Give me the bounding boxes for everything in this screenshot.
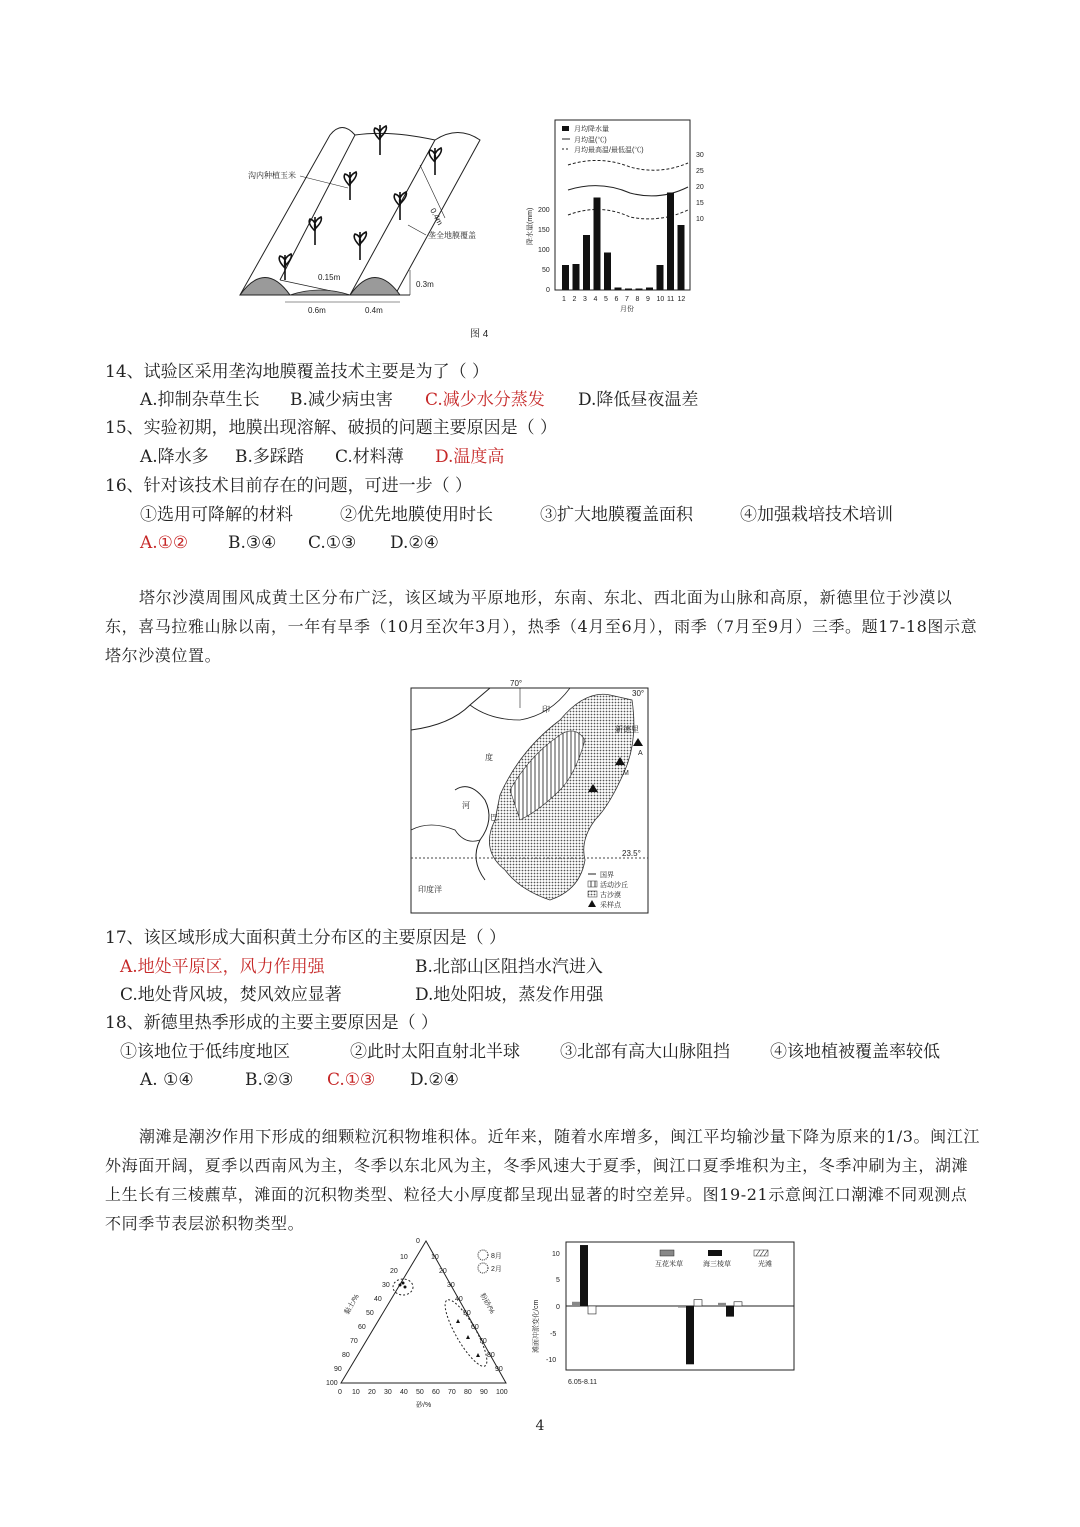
precip-bar [636, 289, 643, 291]
right-tick: 25 [696, 168, 704, 175]
tri-left-tick: 10 [400, 1254, 408, 1261]
q17-option-d[interactable]: D.地处阳坡，蒸发作用强 [415, 985, 604, 1005]
q14-option-d[interactable]: D.降低昼夜温差 [578, 390, 699, 410]
q18-statement-1: ①该地位于低纬度地区 [120, 1042, 290, 1062]
map-sea-label: 印度洋 [418, 885, 442, 894]
q15-option-d[interactable]: D.温度高 [435, 447, 505, 467]
bar-y-tick: -10 [546, 1357, 557, 1364]
left-tick: 0 [546, 287, 550, 294]
month-label: 4 [593, 296, 598, 303]
month-label: 8 [635, 296, 640, 303]
tri-legend-aug: 8月 [491, 1253, 502, 1260]
label-ridge-cover: 垄全地膜覆盖 [428, 231, 476, 240]
tri-bottom-tick: 90 [480, 1389, 488, 1396]
tri-left-tick: 0 [416, 1238, 420, 1245]
q16-statement-4: ④加强栽培技术培训 [740, 505, 893, 525]
q18-option-c[interactable]: C.①③ [327, 1070, 376, 1090]
tri-right-tick: 70 [479, 1338, 487, 1345]
left-tick: 200 [538, 207, 550, 214]
tri-bottom-tick: 50 [416, 1389, 424, 1396]
month-label: 7 [625, 296, 629, 303]
q17-option-a[interactable]: A.地处平原区，风力作用强 [120, 957, 325, 977]
tri-left-label: 黏土/% [343, 1293, 361, 1316]
bar-xlabel: 6.05-8.11 [568, 1379, 598, 1386]
tri-bottom-tick: 100 [496, 1389, 508, 1396]
map-lat-top: 30° [632, 689, 645, 698]
q18-option-d[interactable]: D.②④ [410, 1070, 459, 1090]
label-dim-015: 0.15m [318, 273, 341, 282]
month-label: 9 [646, 296, 650, 303]
tri-bottom-tick: 40 [400, 1389, 408, 1396]
tri-left-tick: 90 [334, 1366, 342, 1373]
tri-left-tick: 20 [390, 1268, 398, 1275]
precip-bar [594, 198, 601, 291]
bar-海三棱草 [580, 1245, 588, 1306]
q16-stem: 16、针对该技术目前存在的问题，可进一步（ ） [105, 476, 473, 496]
bar-legend-s1: 互花米草 [655, 1261, 683, 1268]
precip-bar [678, 225, 685, 290]
bar-legend-s2: 海三棱草 [703, 1261, 731, 1268]
precip-bar [657, 265, 664, 290]
tri-right-tick: 40 [455, 1296, 463, 1303]
q16-option-a[interactable]: A.①② [140, 533, 189, 553]
q18-statement-3: ③北部有高大山脉阻挡 [560, 1042, 730, 1062]
q14-option-a[interactable]: A.抑制杂草生长 [140, 390, 260, 410]
climate-chart [520, 115, 715, 315]
tri-left-tick: 80 [342, 1352, 350, 1359]
left-tick: 100 [538, 247, 550, 254]
map-legend-ancient-desert: 古沙漠 [600, 892, 621, 899]
bar-光滩 [694, 1300, 702, 1306]
map-lon-label: 70° [510, 680, 523, 688]
tri-left-tick: 30 [382, 1282, 390, 1289]
bar-y-tick: 5 [556, 1277, 560, 1284]
q15-option-a[interactable]: A.降水多 [140, 447, 209, 467]
precip-bar [573, 264, 580, 290]
map-point-a: A [638, 750, 643, 757]
map-legend-sample: 采样点 [600, 902, 621, 909]
tri-right-label: 粉砂/% [478, 1292, 496, 1316]
label-dim-04-side: 0.4m [428, 206, 445, 227]
q17-stem: 17、该区域形成大面积黄土分布区的主要原因是（ ） [105, 928, 507, 948]
thar-desert-map [410, 680, 655, 915]
left-tick: 50 [542, 267, 550, 274]
right-tick: 20 [696, 184, 704, 191]
q17-option-c[interactable]: C.地处背风坡，焚风效应显著 [120, 985, 342, 1005]
bar-光滩 [734, 1302, 742, 1306]
precip-bar [615, 288, 622, 291]
climate-ylabel: 降水量(mm) [527, 207, 534, 245]
month-label: 10 [656, 296, 665, 303]
left-tick: 150 [538, 227, 550, 234]
bar-y-tick: 0 [556, 1304, 560, 1311]
fig4-caption: 图 4 [470, 329, 489, 340]
tri-bottom-label: 砂/% [416, 1402, 432, 1409]
precip-bar [562, 265, 569, 290]
tri-bottom-tick: 30 [384, 1389, 392, 1396]
bar-互花米草 [718, 1303, 726, 1306]
q15-stem: 15、实验初期，地膜出现溶解、破损的问题主要原因是（ ） [105, 418, 558, 438]
tri-right-tick: 60 [471, 1324, 479, 1331]
map-lat-mid: 23.5° [622, 849, 641, 858]
legend-max-min: 月均最高温/最低温(℃) [574, 147, 644, 154]
right-tick: 15 [696, 200, 704, 207]
q18-stem: 18、新德里热季形成的主要主要原因是（ ） [105, 1013, 439, 1033]
bar-互花米草 [572, 1302, 580, 1306]
bar-互花米草 [678, 1306, 686, 1308]
tri-right-tick: 50 [463, 1310, 471, 1317]
q16-option-c[interactable]: C.①③ [308, 533, 357, 553]
right-tick: 30 [696, 152, 704, 159]
q16-option-d[interactable]: D.②④ [390, 533, 439, 553]
month-label: 2 [572, 296, 577, 303]
climate-xlabel: 月份 [620, 306, 634, 313]
bar-legend-s3: 光滩 [758, 1261, 772, 1268]
q18-statement-4: ④该地植被覆盖率较低 [770, 1042, 940, 1062]
q16-statement-1: ①选用可降解的材料 [140, 505, 293, 525]
tri-left-tick: 70 [350, 1338, 358, 1345]
ridge-furrow-diagram [230, 110, 515, 330]
label-dim-04-base: 0.4m [365, 306, 383, 315]
tri-right-tick: 80 [487, 1352, 495, 1359]
q17-option-b[interactable]: B.北部山区阻挡水汽进入 [415, 957, 603, 977]
tri-bottom-tick: 80 [464, 1389, 472, 1396]
month-label: 11 [667, 296, 675, 303]
page-number: 4 [535, 1418, 545, 1434]
q18-option-a[interactable]: A. ①④ [140, 1070, 194, 1090]
map-legend-border: 国界 [600, 872, 614, 879]
precip-bar [625, 289, 632, 291]
tri-left-tick: 50 [366, 1310, 374, 1317]
tri-left-tick: 40 [374, 1296, 382, 1303]
bar-y-tick: 10 [552, 1251, 560, 1258]
label-dim-03: 0.3m [416, 280, 434, 289]
erosion-bar-chart [528, 1238, 798, 1390]
month-label: 5 [604, 296, 608, 303]
q14-stem: 14、试验区采用垄沟地膜覆盖技术主要是为了（ ） [105, 362, 490, 382]
q14-option-b[interactable]: B.减少病虫害 [290, 390, 393, 410]
legend-avg-temp: 月均温(℃) [574, 137, 607, 144]
month-label: 12 [677, 296, 686, 303]
tri-right-tick: 90 [495, 1366, 503, 1373]
q16-statement-2: ②优先地膜使用时长 [340, 505, 493, 525]
tri-left-tick: 100 [326, 1380, 338, 1387]
passage-tidal-flat: 潮滩是潮汐作用下形成的细颗粒沉积物堆积体。近年来，随着水库增多，闽江平均输沙量下降为原来的1/3。闽江江外海面开阔，夏季以西南风为主，冬季以东北风为主，冬季风速大于夏季，闽江口夏季堆积为主，冬季冲刷为主，湖滩上生长有三棱藨草，滩面的沉积物类型、粒径大小厚度都呈现出显著的时空差异。图19-21示意闽江口潮滩不同观测点不同季节表层淤积物类型。 [105, 1127, 980, 1233]
bar-y-tick: -5 [550, 1331, 557, 1338]
precip-bar [604, 253, 611, 291]
tri-right-tick: 10 [431, 1254, 439, 1261]
legend-precip: 月均降水量 [574, 126, 609, 133]
tri-bottom-tick: 20 [368, 1389, 376, 1396]
map-char: 印 [542, 705, 550, 714]
map-char: 度 [485, 753, 493, 762]
q15-option-c[interactable]: C.材料薄 [335, 447, 404, 467]
precip-bar [667, 193, 674, 291]
q16-statement-3: ③扩大地膜覆盖面积 [540, 505, 693, 525]
map-city-label: 新德里 [615, 725, 639, 734]
tri-legend-feb: 2月 [491, 1266, 502, 1273]
tri-bottom-tick: 60 [432, 1389, 440, 1396]
month-label: 3 [583, 296, 587, 303]
tri-bottom-tick: 0 [338, 1389, 342, 1396]
bar-光滩 [588, 1306, 596, 1314]
passage-thar: 塔尔沙漠周围风成黄土区分布广泛，该区域为平原地形，东南、东北、西北面为山脉和高原，新德里位于沙漠以东，喜马拉雅山脉以南，一年有旱季（10月至次年3月），热季（4月至6月），雨季（7月至9月）三季。题17-18图示意塔尔沙漠位置。 [105, 588, 978, 665]
q16-option-b[interactable]: B.③④ [228, 533, 277, 553]
precip-bar [583, 235, 590, 290]
tri-right-tick: 30 [447, 1282, 455, 1289]
map-char: 河 [462, 801, 470, 810]
label-furrow-corn: 沟内种植玉米 [248, 171, 296, 180]
q15-option-b[interactable]: B.多踩踏 [235, 447, 304, 467]
tri-bottom-tick: 70 [448, 1389, 456, 1396]
tri-left-tick: 60 [358, 1324, 366, 1331]
q18-option-b[interactable]: B.②③ [245, 1070, 294, 1090]
map-legend-active-dune: 活动沙丘 [600, 882, 628, 889]
month-label: 6 [614, 296, 619, 303]
precip-bar [646, 288, 653, 291]
bar-海三棱草 [686, 1306, 694, 1364]
bar-ylabel: 滩面冲淤变化/cm [533, 1299, 540, 1353]
q18-statement-2: ②此时太阳直射北半球 [350, 1042, 520, 1062]
bar-海三棱草 [726, 1306, 734, 1317]
tri-bottom-tick: 10 [352, 1389, 360, 1396]
map-char: 巴 [490, 813, 498, 822]
right-tick: 10 [696, 216, 704, 223]
ternary-diagram [318, 1235, 518, 1410]
month-label: 1 [562, 296, 566, 303]
tri-right-tick: 20 [439, 1268, 447, 1275]
map-point-m: M [623, 770, 629, 777]
q14-option-c[interactable]: C.减少水分蒸发 [425, 390, 545, 410]
label-dim-06: 0.6m [308, 306, 326, 315]
